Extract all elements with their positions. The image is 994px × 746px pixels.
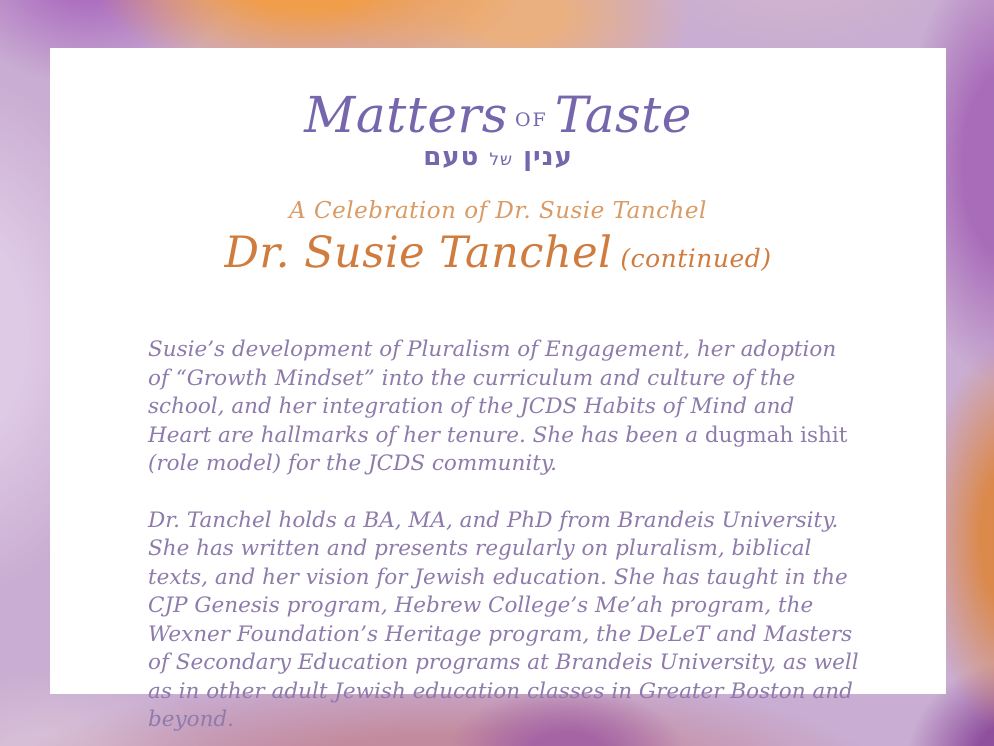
biography-paragraph-1	[148, 336, 862, 479]
matters-of-taste-logo	[50, 86, 946, 144]
masthead	[50, 86, 946, 279]
paragraph1-italic-lead: Susie’s development of Pluralism of Engagement, her adoption of “Growth Mindset” into the curriculum and culture of the school, and her integration of the JCDS Habits of Mind and Heart are hallmarks of her tenure. She has been a	[148, 337, 837, 448]
page-title-continued: (continued)	[620, 244, 772, 274]
hebrew-word-shel: של	[489, 150, 514, 170]
logo-word-matters: Matters	[304, 86, 508, 144]
hebrew-logo-text	[50, 143, 946, 173]
content-card	[50, 48, 946, 733]
event-subtitle: A Celebration of Dr. Susie Tanchel	[289, 197, 707, 224]
page-title-name: Dr. Susie Tanchel	[224, 228, 613, 279]
biography-paragraph-2: Dr. Tanchel holds a BA, MA, and PhD from Brandeis University. She has written and presents regularly on pluralism, biblical texts, and her vision for Jewish education. She has taught in the CJP Genesis program, Hebrew College’s Me’ah program, the Wexner Foundation’s Heritage program, the DeLeT and Masters of Secondary Education programs at Brandeis University, as well as in other adult Jewish education classes in Greater Boston and beyond.	[148, 507, 859, 733]
hebrew-word-taam: טעם	[423, 142, 480, 172]
paragraph1-italic-tail: (role model) for the JCDS community.	[148, 451, 557, 477]
logo-word-taste: Taste	[554, 86, 692, 144]
logo-word-of: OF	[514, 109, 548, 131]
hebrew-word-inyan: ענין	[523, 142, 573, 172]
paragraph1-hebrew-term: dugmah ishit	[704, 422, 848, 448]
page-title	[50, 228, 946, 279]
biography-text	[148, 336, 862, 735]
